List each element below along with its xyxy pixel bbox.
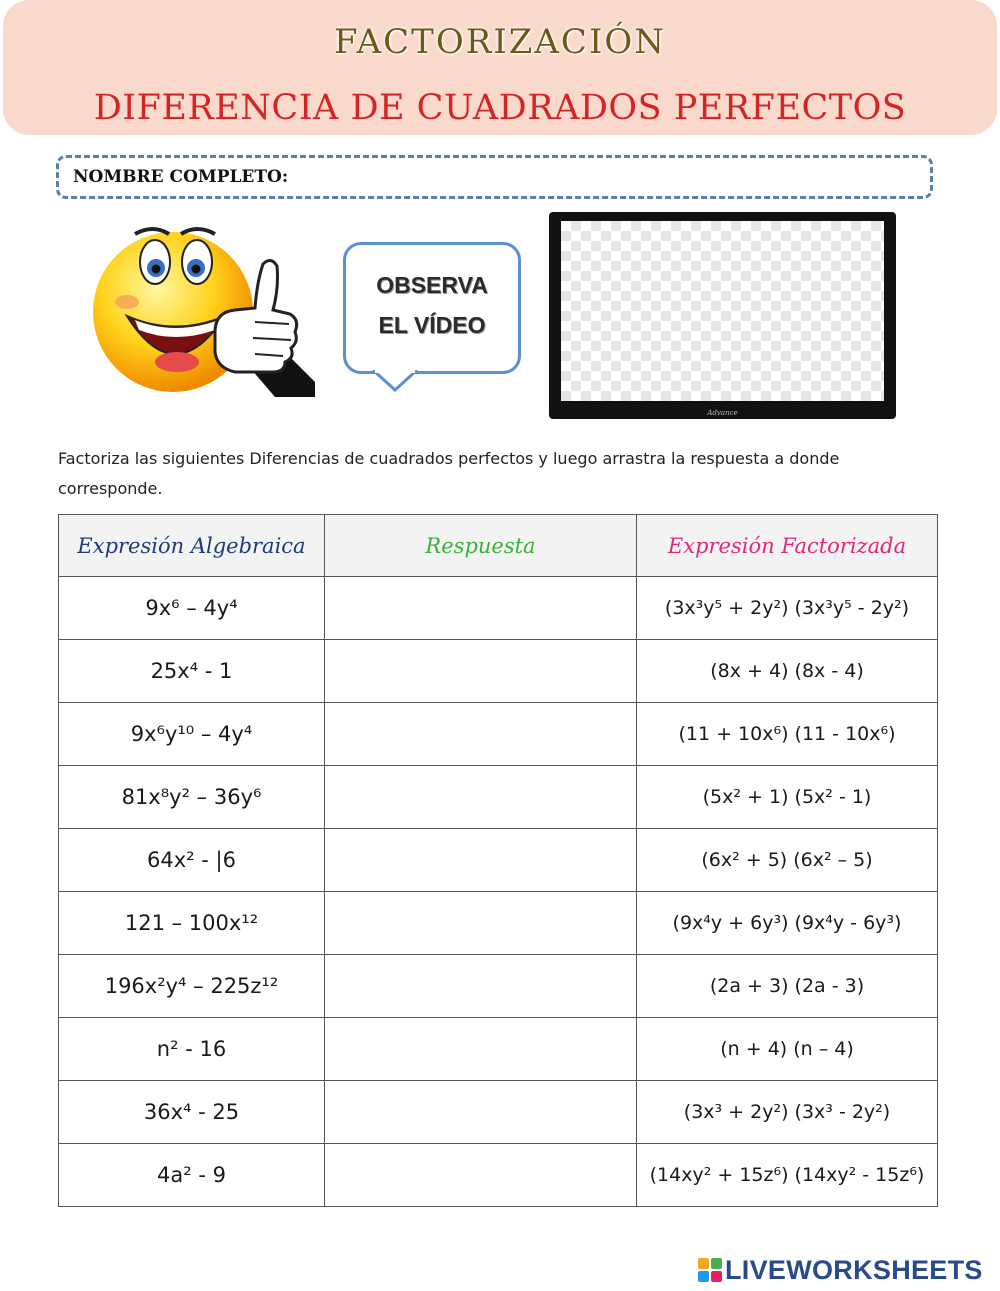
tv-brand: Advance — [707, 409, 738, 417]
header-factorized: Expresión Factorizada — [637, 515, 938, 577]
answer-drop-cell[interactable] — [325, 892, 637, 955]
expression-cell: 81x⁸y² – 36y⁶ — [59, 766, 325, 829]
liveworksheets-icon — [697, 1257, 723, 1283]
factorized-option[interactable]: (3x³ + 2y²) (3x³ - 2y²) — [637, 1081, 938, 1144]
brand-name: LIVEWORKSHEETS — [725, 1254, 983, 1285]
factorized-option[interactable]: (14xy² + 15z⁶) (14xy² - 15z⁶) — [637, 1144, 938, 1207]
bubble-line-1: OBSERVA — [376, 272, 488, 298]
table-row — [59, 955, 938, 1018]
factorized-option[interactable]: (5x² + 1) (5x² - 1) — [637, 766, 938, 829]
expression-cell: 9x⁶y¹⁰ – 4y⁴ — [59, 703, 325, 766]
factorized-option[interactable]: (11 + 10x⁶) (11 - 10x⁶) — [637, 703, 938, 766]
answer-drop-cell[interactable] — [325, 955, 637, 1018]
answer-drop-cell[interactable] — [325, 640, 637, 703]
liveworksheets-logo[interactable] — [697, 1256, 983, 1284]
expression-cell: 121 – 100x¹² — [59, 892, 325, 955]
table-row — [59, 1144, 938, 1207]
answer-drop-cell[interactable] — [325, 703, 637, 766]
table-row — [59, 892, 938, 955]
table-row — [59, 703, 938, 766]
table-row — [59, 577, 938, 640]
table-row — [59, 1018, 938, 1081]
expression-cell: 36x⁴ - 25 — [59, 1081, 325, 1144]
name-field[interactable] — [56, 155, 933, 199]
factorized-option[interactable]: (3x³y⁵ + 2y²) (3x³y⁵ - 2y²) — [637, 577, 938, 640]
factorized-option[interactable]: (8x + 4) (8x - 4) — [637, 640, 938, 703]
factorized-option[interactable]: (9x⁴y + 6y³) (9x⁴y - 6y³) — [637, 892, 938, 955]
answer-drop-cell[interactable] — [325, 577, 637, 640]
table-row — [59, 766, 938, 829]
page-title: FACTORIZACIÓN — [333, 22, 667, 62]
factorized-option[interactable]: (n + 4) (n – 4) — [637, 1018, 938, 1081]
speech-bubble-tail — [365, 370, 425, 394]
expression-cell: n² - 16 — [59, 1018, 325, 1081]
factorized-option[interactable]: (6x² + 5) (6x² – 5) — [637, 829, 938, 892]
header-expression: Expresión Algebraica — [59, 515, 325, 577]
table-row — [59, 829, 938, 892]
expression-cell: 9x⁶ – 4y⁴ — [59, 577, 325, 640]
factorized-option[interactable]: (2a + 3) (2a - 3) — [637, 955, 938, 1018]
expression-cell: 4a² - 9 — [59, 1144, 325, 1207]
expression-cell: 196x²y⁴ – 225z¹² — [59, 955, 325, 1018]
video-screen[interactable] — [561, 221, 884, 401]
header-answer: Respuesta — [325, 515, 637, 577]
thumbs-up-smiley-icon — [85, 212, 315, 412]
video-player[interactable] — [549, 212, 896, 419]
answer-drop-cell[interactable] — [325, 1018, 637, 1081]
instructions-text: Factoriza las siguientes Diferencias de cuadrados perfectos y luego arrastra la respuesta a donde corresponde. — [58, 449, 840, 498]
name-field-label: NOMBRE COMPLETO: — [73, 167, 289, 187]
table-header-row — [59, 515, 938, 577]
page-subtitle: DIFERENCIA DE CUADRADOS PERFECTOS — [93, 88, 907, 128]
expression-cell: 25x⁴ - 1 — [59, 640, 325, 703]
answer-drop-cell[interactable] — [325, 766, 637, 829]
speech-bubble — [343, 242, 521, 374]
exercise-table — [58, 514, 938, 1207]
answer-drop-cell[interactable] — [325, 1144, 637, 1207]
answer-drop-cell[interactable] — [325, 1081, 637, 1144]
expression-cell: 64x² - |6 — [59, 829, 325, 892]
table-row — [59, 1081, 938, 1144]
answer-drop-cell[interactable] — [325, 829, 637, 892]
bubble-line-2: EL VÍDEO — [378, 312, 486, 338]
table-row — [59, 640, 938, 703]
